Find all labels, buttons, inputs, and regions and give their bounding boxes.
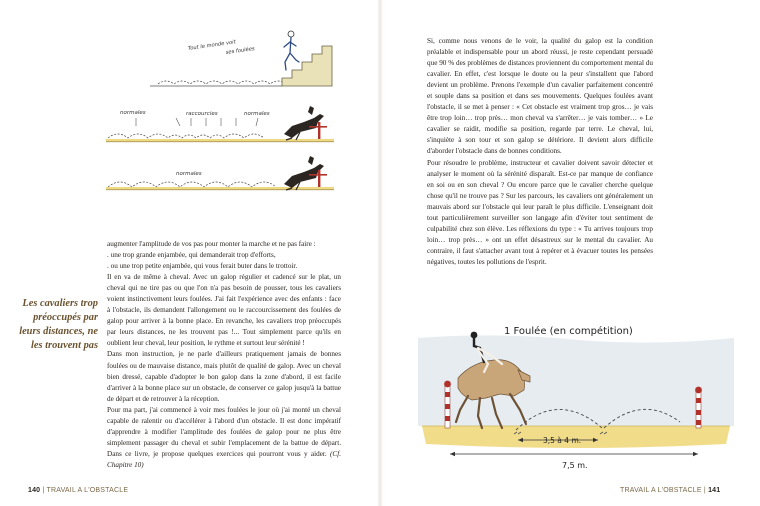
- fence-left: [444, 381, 451, 428]
- stride-adjust-sketch: [106, 104, 334, 146]
- paragraph: augmenter l'amplitude de vos pas pour monter la marche et ne pas faire :: [107, 240, 316, 248]
- page-number: 141: [708, 487, 721, 494]
- chapter-reference: (Cf. Chapitre 10): [107, 449, 342, 469]
- folio-separator: |: [42, 487, 45, 494]
- label-normales-1: normales: [120, 110, 146, 116]
- stairs-caption-line2: ses foulées: [225, 45, 256, 56]
- paragraph: Dans mon instruction, je ne parle d'ailleurs pratiquement jamais de bonnes foulées ou de mauvaise distance, mais plutôt de qualité de galop. Avec un cheval bien dressé, capable d'adopter le bon galop dans la zone d'abord, il est facile d'arriver à la bonne place sur un obstacle, de conserver ce galop jusqu'à la battue de départ et de retrouver à la réception.: [107, 350, 341, 403]
- paragraph: Si, comme nous venons de le voir, la qualité du galop est la condition préalable et indispensable pour un abord réussi, je reste cependant persuadé que 90 % des problèmes de distances proviennent du comportement mental du cavalier. En effet, c'est lorsque le doute ou la peur s'installent que l'abord devient un problème. Prenons l'exemple d'un cavalier parfaitement concentré et souple dans sa position et dans ses mouvements. Quelques foulées avant l'obstacle, il se met à penser : « Cet obstacle est vraiment trop gros… je vais être trop loin… trop près… mon cheval va s'arrêter… je vais tomber… » Le cavalier se raidit, modifie sa position, regarde par terre. Le cheval, lui, s'inquiète à son tour et son galop se détériore. Il devient alors difficile d'aborder l'obstacle dans de bonnes conditions.: [427, 37, 653, 156]
- paragraph-text: Pour ma part, j'ai commencé à voir mes foulées le jour où j'ai monté un cheval capable de ralentir ou d'accélérer à l'abord d'un obstacle. Il est donc impératif d'apprendre à modifier l'amplitude des foulées de galop pour ne plus être simplement passager du cheval et subir l'emplacement de la battue de départ. Dans ce livre, je propose quelques exercices qui pourront vous y aider.: [107, 405, 341, 458]
- book-gutter: [377, 0, 383, 506]
- left-folio: [28, 487, 128, 494]
- running-title: TRAVAIL A L'OBSTACLE: [46, 487, 129, 494]
- right-body-text: [427, 36, 653, 268]
- left-body-text: [107, 239, 341, 471]
- folio-separator: |: [703, 487, 706, 494]
- stairs-caption-line1: Tout le monde voit: [187, 39, 237, 52]
- stairs-sketch: [150, 20, 335, 92]
- label-raccourcies: raccourcies: [186, 111, 218, 117]
- pullquote: Les cavaliers trop préoccupés par leurs distances, ne les trouvent pas: [19, 298, 98, 352]
- paragraph: [107, 405, 341, 471]
- page-number: 140: [28, 487, 41, 494]
- paragraph: Il en va de même à cheval. Avec un galop régulier et cadencé sur le plat, un cheval qui ne tire pas ou que l'on n'a pas besoin de pousser, tous les cavaliers voient instinctivement leurs foulées. J'ai fait l'expérience avec des enfants : face à l'obstacle, ils demandent l'allongement ou le raccourcissement des foulées de galop pour arriver à la bonne place. En revanche, les cavaliers trop préoccupés par leurs distances, ne les trouvent pas !... Tout simplement parce qu'ils en oublient leur cheval, leur position, le rythme et surtout leur sérénité !: [107, 273, 341, 348]
- label-normales-3: normales: [176, 171, 202, 177]
- distance-short-label: 3,5 à 4 m.: [543, 436, 582, 445]
- normal-stride-sketch: [106, 154, 334, 194]
- label-normales-2: normales: [244, 111, 270, 117]
- running-title: TRAVAIL A L'OBSTACLE: [620, 487, 702, 494]
- fence-right: [695, 387, 702, 428]
- distance-total-label: 7,5 m.: [562, 461, 588, 470]
- one-stride-illustration: [418, 318, 734, 478]
- paragraph: Pour résoudre le problème, instructeur et cavalier doivent savoir détecter et analyser le moment où la sérénité disparaît. Est-ce par manque de confiance en soi ou en son cheval ? Ou encore parce que le cavalier cherche quelque chose qu'il ne trouve pas ? Sur les parcours, les cavaliers ont généralement un mauvais abord sur l'obstacle qui leur paraît le plus difficile. L'enseignant doit tout particulièrement surveiller son langage afin d'éviter tout sentiment de culpabilité chez son élève. Les réflexions du type : « Tu arrives toujours trop loin… trop près… » ont un effet désastreux sur le mental du cavalier. Au contraire, il faut s'attacher avant tout à repérer et à évacuer toutes les pensées négatives, toutes les pollutions de l'esprit.: [427, 158, 653, 266]
- right-folio: [620, 487, 720, 494]
- illustration-title: 1 Foulée (en compétition): [504, 326, 633, 337]
- paragraph: . ou une trop petite enjambée, qui vous ferait buter dans le trottoir.: [107, 262, 298, 271]
- paragraph: . une trop grande enjambée, qui demanderait trop d'efforts,: [107, 251, 276, 260]
